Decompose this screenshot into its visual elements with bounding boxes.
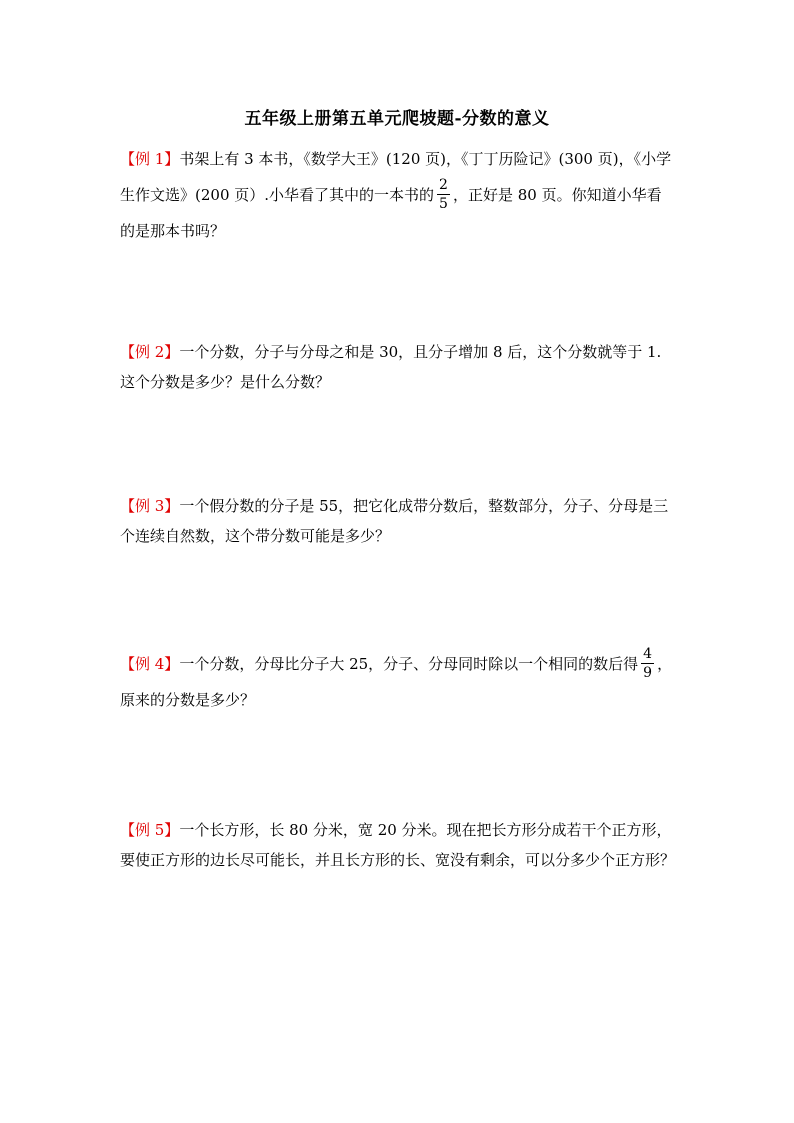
problem-text: 一个分数，分子与分母之和是 30，且分子增加 8 后，这个分数就等于 1.这个分数是多少？是什么分数？	[120, 343, 662, 391]
problem-text: 一个假分数的分子是 55，把它化成带分数后，整数部分，分子、分母是三个连续自然数，这个带分数可能是多少？	[120, 497, 669, 545]
fraction-denominator: 5	[439, 195, 448, 212]
problem-1	[120, 141, 676, 249]
problem-label: 【例 4】	[120, 655, 180, 673]
problem-text-before: 书架上有 3 本书，《数学大王》(120 页)，《丁丁历险记》(300 页)，《小学生作文选》(200 页）.小华看了其中的一本书的	[120, 150, 672, 204]
problem-text-after: ，原来的分数是多少？	[120, 655, 673, 709]
fraction	[437, 178, 450, 211]
problem-text-after: ，正好是 80 页。你知道小华看的是那本书吗？	[120, 186, 662, 240]
fraction	[641, 647, 654, 680]
problem-text: 一个长方形，长 80 分米，宽 20 分米。现在把长方形分成若干个正方形，要使正方形的边长尽可能长，并且长方形的长、宽没有剩余，可以分多少个正方形？	[120, 821, 676, 869]
problem-label: 【例 1】	[120, 150, 180, 168]
problem-label: 【例 2】	[120, 343, 180, 361]
fraction-numerator: 4	[643, 645, 653, 662]
problem-label: 【例 3】	[120, 497, 180, 515]
problem-2	[120, 337, 676, 397]
problem-3	[120, 491, 676, 551]
fraction-numerator: 2	[439, 176, 448, 193]
problem-5	[120, 815, 676, 875]
page-title: 五年级上册第五单元爬坡题-分数的意义	[244, 109, 550, 129]
problem-label: 【例 5】	[120, 821, 180, 839]
fraction-denominator: 9	[643, 664, 653, 681]
problem-text-before: 一个分数，分母比分子大 25，分子、分母同时除以一个相同的数后得	[179, 655, 639, 673]
problem-4	[120, 646, 676, 718]
